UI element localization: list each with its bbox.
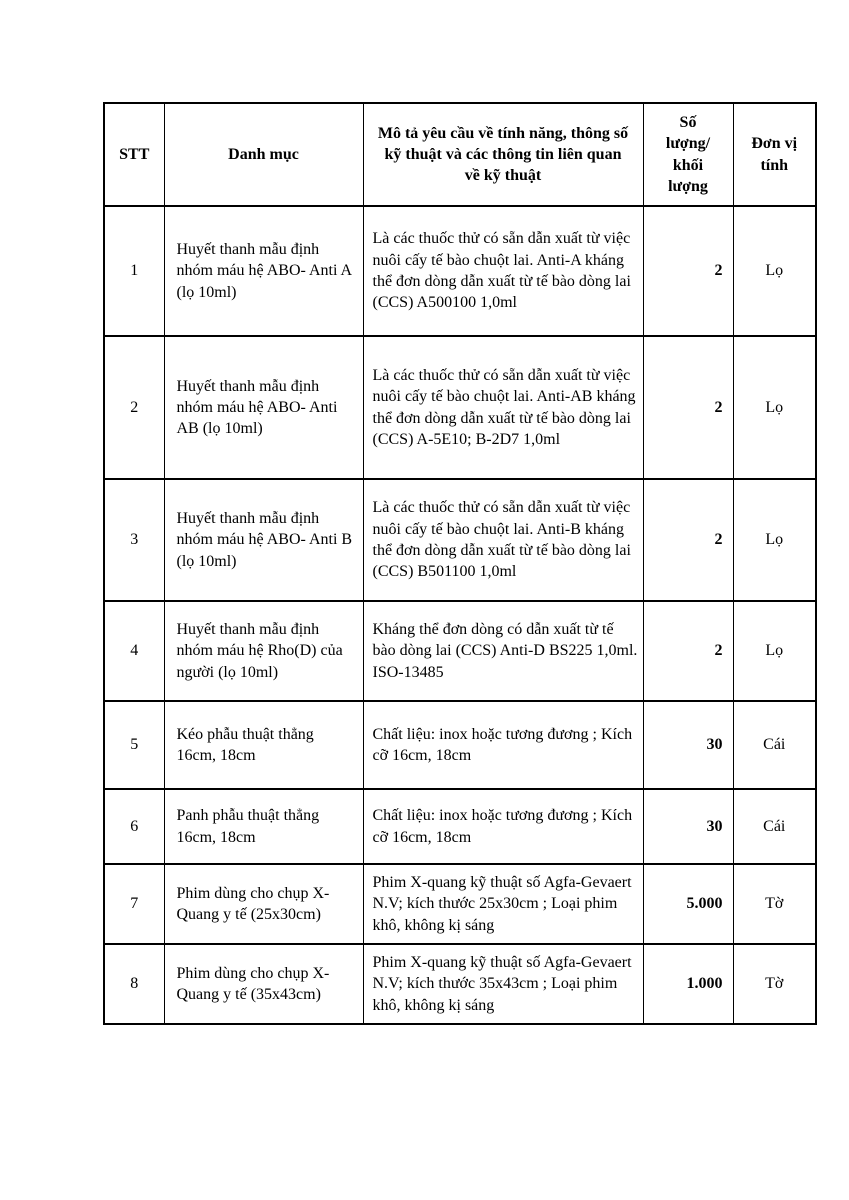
row-quantity: 2	[643, 336, 733, 479]
row-unit: Cái	[733, 701, 816, 789]
row-unit: Lọ	[733, 601, 816, 701]
table-row	[104, 601, 816, 701]
row-category: Huyết thanh mẫu định nhóm máu hệ ABO- Anti B (lọ 10ml)	[164, 479, 363, 601]
document-page	[103, 102, 817, 1025]
procurement-spec-table	[103, 102, 817, 1025]
row-quantity: 2	[643, 601, 733, 701]
row-quantity: 2	[643, 206, 733, 336]
table-body	[104, 206, 816, 1024]
row-description: Phim X-quang kỹ thuật số Agfa-Gevaert N.V; kích thước 25x30cm ; Loại phim khô, không kị sáng	[363, 864, 643, 944]
table-row	[104, 944, 816, 1024]
header-description-label: Mô tả yêu cầu về tính năng, thông số kỹ thuật và các thông tin liên quan về kỹ thuật	[377, 124, 629, 185]
row-category: Huyết thanh mẫu định nhóm máu hệ ABO- Anti A (lọ 10ml)	[164, 206, 363, 336]
row-unit: Tờ	[733, 864, 816, 944]
header-quantity	[643, 103, 733, 206]
header-stt-label: STT	[119, 145, 150, 163]
row-category: Kéo phẫu thuật thẳng 16cm, 18cm	[164, 701, 363, 789]
table-header	[104, 103, 816, 206]
header-unit	[733, 103, 816, 206]
row-description: Là các thuốc thử có sẵn dẫn xuất từ việc nuôi cấy tế bào chuột lai. Anti-A kháng thể đơn dòng dẫn xuất từ tế bào dòng lai (CCS) A500100 1,0ml	[363, 206, 643, 336]
row-unit: Lọ	[733, 336, 816, 479]
row-category: Phim dùng cho chụp X-Quang y tế (25x30cm)	[164, 864, 363, 944]
row-stt: 1	[104, 206, 164, 336]
row-description: Là các thuốc thử có sẵn dẫn xuất từ việc nuôi cấy tế bào chuột lai. Anti-B kháng thể đơn dòng dẫn xuất từ tế bào dòng lai (CCS) B501100 1,0ml	[363, 479, 643, 601]
row-stt: 2	[104, 336, 164, 479]
row-unit: Lọ	[733, 206, 816, 336]
header-stt	[104, 103, 164, 206]
table-row	[104, 701, 816, 789]
table-row	[104, 206, 816, 336]
row-category: Phim dùng cho chụp X-Quang y tế (35x43cm)	[164, 944, 363, 1024]
row-description: Chất liệu: inox hoặc tương đương ; Kích cỡ 16cm, 18cm	[363, 789, 643, 864]
header-category	[164, 103, 363, 206]
row-description: Phim X-quang kỹ thuật số Agfa-Gevaert N.V; kích thước 35x43cm ; Loại phim khô, không kị sáng	[363, 944, 643, 1024]
row-category: Panh phẫu thuật thẳng 16cm, 18cm	[164, 789, 363, 864]
row-unit: Lọ	[733, 479, 816, 601]
row-quantity: 2	[643, 479, 733, 601]
row-quantity: 30	[643, 701, 733, 789]
header-category-label: Danh mục	[228, 145, 299, 163]
row-quantity: 1.000	[643, 944, 733, 1024]
row-category: Huyết thanh mẫu định nhóm máu hệ Rho(D) của người (lọ 10ml)	[164, 601, 363, 701]
header-unit-label: Đơn vị tính	[751, 135, 798, 174]
table-row	[104, 864, 816, 944]
row-stt: 3	[104, 479, 164, 601]
row-stt: 6	[104, 789, 164, 864]
header-description	[363, 103, 643, 206]
row-stt: 5	[104, 701, 164, 789]
row-description: Kháng thể đơn dòng có dẫn xuất từ tế bào dòng lai (CCS) Anti-D BS225 1,0ml. ISO-13485	[363, 601, 643, 701]
row-description: Là các thuốc thử có sẵn dẫn xuất từ việc nuôi cấy tế bào chuột lai. Anti-AB kháng thể đơn dòng dẫn xuất từ tế bào dòng lai (CCS) A-5E10; B-2D7 1,0ml	[363, 336, 643, 479]
table-header-row	[104, 103, 816, 206]
table-row	[104, 336, 816, 479]
header-quantity-label: Số lượng/ khối lượng	[665, 113, 711, 195]
table-row	[104, 479, 816, 601]
row-stt: 7	[104, 864, 164, 944]
row-category: Huyết thanh mẫu định nhóm máu hệ ABO- Anti AB (lọ 10ml)	[164, 336, 363, 479]
row-unit: Cái	[733, 789, 816, 864]
row-description: Chất liệu: inox hoặc tương đương ; Kích cỡ 16cm, 18cm	[363, 701, 643, 789]
row-stt: 4	[104, 601, 164, 701]
row-quantity: 30	[643, 789, 733, 864]
row-quantity: 5.000	[643, 864, 733, 944]
row-stt: 8	[104, 944, 164, 1024]
table-row	[104, 789, 816, 864]
row-unit: Tờ	[733, 944, 816, 1024]
